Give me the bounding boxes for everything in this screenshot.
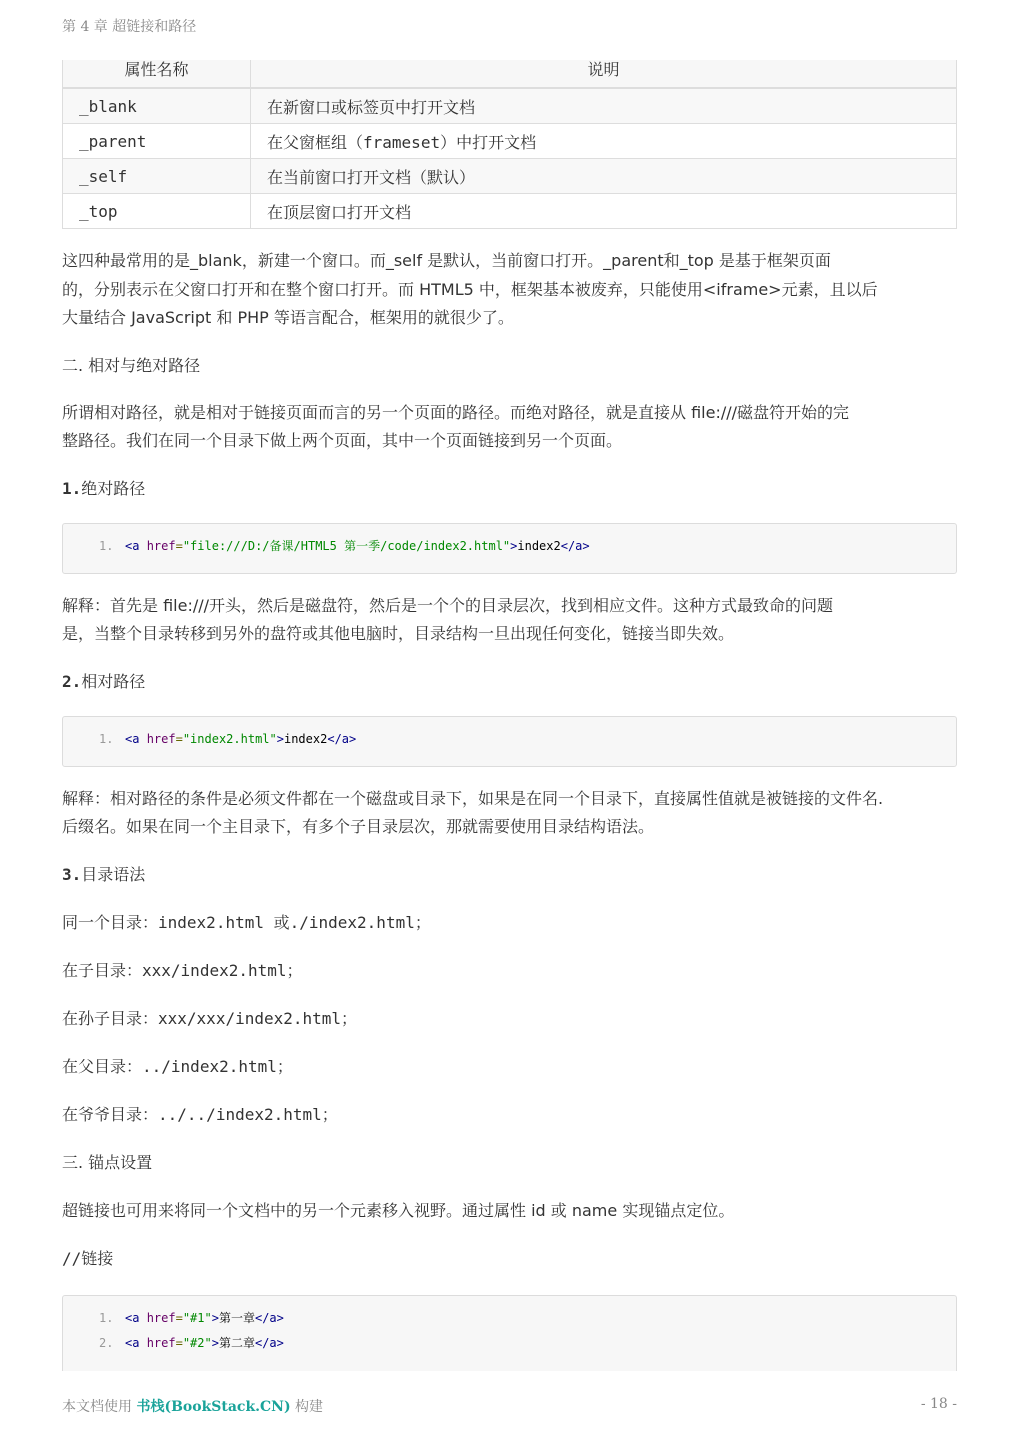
- dir-value: ../../index2.html；: [158, 1104, 338, 1124]
- code-line: [99, 1332, 956, 1357]
- section-heading: 二. 相对与绝对路径: [62, 355, 201, 375]
- heading-text: 绝对路径: [81, 478, 146, 498]
- dir-label: 在爷爷目录：: [62, 1104, 159, 1124]
- heading-number: 2.: [62, 671, 82, 691]
- dir-value: xxx/index2.html；: [142, 960, 303, 980]
- code-block: [62, 716, 957, 767]
- code-attr: href: [146, 1335, 176, 1350]
- table-row: [63, 159, 957, 194]
- code-punct: =: [175, 1310, 183, 1325]
- section-heading: 三. 锚点设置: [62, 1152, 153, 1172]
- dir-value: xxx/xxx/index2.html；: [158, 1008, 358, 1028]
- dir-label: 在子目录：: [62, 960, 143, 980]
- dir-label: 在孙子目录：: [62, 1008, 159, 1028]
- page-footer: [62, 1396, 323, 1416]
- table-cell-name: _top: [63, 194, 251, 229]
- page-number: - 18 -: [920, 1396, 957, 1412]
- dir-syntax-line: [62, 957, 957, 985]
- desc-code: frameset: [363, 132, 441, 152]
- line-number: 1.: [99, 538, 114, 553]
- code-line: [99, 535, 956, 560]
- line-number: 1.: [99, 1310, 114, 1325]
- subsection-heading: [62, 861, 957, 889]
- code-punct: =: [175, 538, 183, 553]
- code-line: [99, 1307, 956, 1332]
- code-value: "index2.html": [182, 731, 277, 746]
- table-cell-desc: 在顶层窗口打开文档: [251, 194, 957, 229]
- code-block: [62, 523, 957, 574]
- code-tag: <a: [125, 538, 140, 553]
- paragraph-relative-explain: [62, 785, 957, 842]
- code-tag: </a>: [560, 538, 590, 553]
- text-line: 这四种最常用的是_blank，新建一个窗口。而_self 是默认，当前窗口打开。_parent和_top 是基于框架页面: [62, 251, 831, 270]
- table-cell-desc: 在当前窗口打开文档（默认）: [251, 159, 957, 194]
- code-text: index2: [283, 731, 328, 746]
- code-value: "file:///D:/备课/HTML5 第一季/code/index2.html": [182, 538, 511, 553]
- heading-text: 目录语法: [81, 864, 146, 884]
- running-header: 第 4 章 超链接和路径: [62, 19, 197, 35]
- heading-number: 3.: [62, 864, 82, 884]
- dir-syntax-line: [62, 1101, 957, 1129]
- line-number: 1.: [99, 731, 114, 746]
- paragraph-target-summary: [62, 247, 957, 333]
- code-comment: //链接: [62, 1248, 114, 1268]
- code-value: "#2": [182, 1335, 212, 1350]
- target-attribute-table: [62, 60, 957, 229]
- table-cell-name: _blank: [63, 88, 251, 124]
- text-line: 解释：相对路径的条件是必须文件都在一个磁盘或目录下，如果是在同一个目录下，直接属性值就是被链接的文件名.: [62, 788, 884, 808]
- table-row: [63, 124, 957, 159]
- dir-value: ../index2.html；: [142, 1056, 293, 1076]
- dir-syntax-line: [62, 909, 957, 937]
- text-line: 是，当整个目录转移到另外的盘符或其他电脑时，目录结构一旦出现任何变化，链接当即失效。: [62, 624, 735, 643]
- text-line: 解释：首先是 file:///开头，然后是磁盘符，然后是一个个的目录层次，找到相应文件。这种方式最致命的问题: [62, 595, 834, 615]
- code-tag: <a: [125, 1335, 140, 1350]
- dir-value: index2.html 或./index2.html；: [158, 912, 431, 932]
- dir-label: 在父目录：: [62, 1056, 143, 1076]
- dir-label: 同一个目录：: [62, 912, 159, 932]
- code-tag: </a>: [254, 1335, 284, 1350]
- desc-text: ）中打开文档: [440, 132, 537, 152]
- code-attr: href: [146, 1310, 176, 1325]
- subsection-heading: [62, 668, 957, 696]
- heading-text: 相对路径: [81, 671, 146, 691]
- footer-brand-link[interactable]: 书栈(BookStack.CN): [136, 1399, 291, 1415]
- text-line: 的，分别表示在父窗口打开和在整个窗口打开。而 HTML5 中，框架基本被废弃，只能使用<iframe>元素，且以后: [62, 279, 878, 299]
- code-block: [62, 1295, 957, 1371]
- code-punct: =: [175, 731, 183, 746]
- table-cell-name: _parent: [63, 124, 251, 159]
- table-cell-desc: [251, 124, 957, 159]
- footer-text: 本文档使用: [62, 1399, 137, 1415]
- code-tag: </a>: [327, 731, 357, 746]
- code-text: 第二章: [218, 1335, 255, 1350]
- code-tag: <a: [125, 1310, 140, 1325]
- text-line: 大量结合 JavaScript 和 PHP 等语言配合，框架用的就很少了。: [62, 308, 514, 327]
- code-tag: >: [211, 1335, 219, 1350]
- code-value: "#1": [182, 1310, 212, 1325]
- table-header-cell: 说明: [251, 60, 957, 88]
- table-header-row: [63, 60, 957, 88]
- text-line: 后缀名。如果在同一个主目录下，有多个子目录层次，那就需要使用目录结构语法。: [62, 817, 655, 836]
- line-number: 2.: [99, 1335, 114, 1350]
- code-tag: </a>: [254, 1310, 284, 1325]
- table-header-cell: 属性名称: [63, 60, 251, 88]
- table-cell-name: _self: [63, 159, 251, 194]
- subsection-heading: [62, 475, 957, 503]
- document-body: [62, 60, 957, 1371]
- text-line: 所谓相对路径，就是相对于链接页面而言的另一个页面的路径。而绝对路径，就是直接从 file:///磁盘符开始的完: [62, 402, 850, 422]
- code-tag: >: [510, 538, 518, 553]
- code-tag: <a: [125, 731, 140, 746]
- dir-syntax-line: [62, 1005, 957, 1033]
- code-attr: href: [146, 731, 176, 746]
- code-attr: href: [146, 538, 176, 553]
- paragraph-path-intro: [62, 399, 957, 456]
- code-tag: >: [211, 1310, 219, 1325]
- code-punct: =: [175, 1335, 183, 1350]
- footer-text: 构建: [290, 1399, 324, 1415]
- code-text: index2: [517, 538, 561, 553]
- dir-syntax-line: [62, 1053, 957, 1081]
- code-line: [99, 728, 956, 753]
- paragraph-anchor-intro: 超链接也可用来将同一个文档中的另一个元素移入视野。通过属性 id 或 name 实现锚点定位。: [62, 1200, 735, 1220]
- code-tag: >: [276, 731, 284, 746]
- table-row: [63, 194, 957, 229]
- paragraph-absolute-explain: [62, 592, 957, 649]
- table-cell-desc: 在新窗口或标签页中打开文档: [251, 88, 957, 124]
- desc-text: 在父窗框组（: [267, 132, 364, 152]
- code-text: 第一章: [218, 1310, 255, 1325]
- table-row: [63, 88, 957, 124]
- text-line: 整路径。我们在同一个目录下做上两个页面，其中一个页面链接到另一个页面。: [62, 431, 623, 450]
- heading-number: 1.: [62, 478, 82, 498]
